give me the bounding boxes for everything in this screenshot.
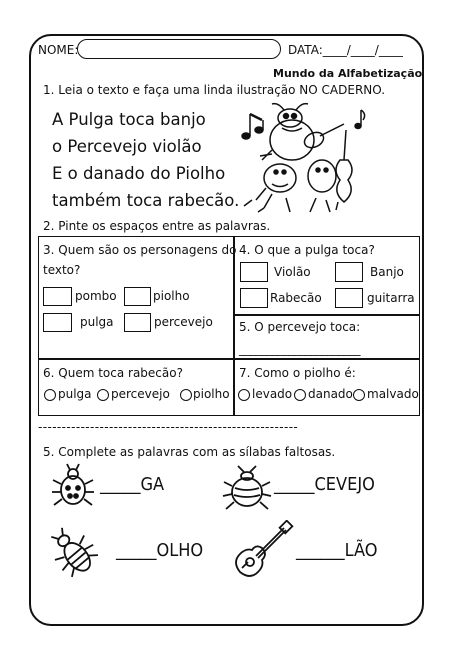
radio-pulga[interactable]: [44, 389, 56, 401]
name-field[interactable]: [77, 39, 281, 59]
checkbox-guitarra[interactable]: [335, 288, 363, 308]
poem-line-3: E o danado do Piolho: [52, 164, 226, 183]
syllable-item-1[interactable]: _____GA: [100, 474, 165, 495]
option-piolho: piolho: [153, 289, 190, 303]
poem: [52, 106, 239, 214]
louse-icon: [45, 524, 103, 582]
option-percevejo: percevejo: [154, 315, 213, 329]
option-pulga: pulga: [80, 315, 114, 329]
insect-band-illustration: [232, 100, 372, 215]
q7-question: 7. Como o piolho é:: [239, 366, 356, 380]
q5b-instruction: 5. Complete as palavras com as sílabas faltosas.: [43, 445, 336, 459]
checkbox-violao[interactable]: [240, 262, 268, 282]
checkbox-pombo[interactable]: [43, 287, 72, 306]
grid-divider-horizontal: [38, 358, 420, 360]
radio-danado[interactable]: [294, 389, 306, 401]
checkbox-banjo[interactable]: [335, 262, 363, 282]
guitar-icon: [232, 520, 294, 582]
bedbug-icon: [222, 464, 272, 514]
grid-divider-vertical: [233, 236, 235, 416]
flea-icon: [48, 462, 98, 512]
radio-malvado[interactable]: [353, 389, 365, 401]
q5a-question: 5. O percevejo toca:: [239, 320, 361, 334]
poem-line-1: A Pulga toca banjo: [52, 110, 206, 129]
checkbox-percevejo[interactable]: [124, 313, 151, 332]
poem-line-4: também toca rabecão.: [52, 191, 240, 210]
q3-question-line-1: 3. Quem são os personagens do: [43, 243, 237, 257]
option-pombo: pombo: [75, 289, 117, 303]
checkbox-pulga[interactable]: [43, 313, 72, 332]
option-malvado: malvado: [367, 387, 419, 401]
brand-label: Mundo da Alfabetização: [273, 67, 423, 80]
radio-levado[interactable]: [238, 389, 250, 401]
checkbox-piolho[interactable]: [124, 287, 151, 306]
option-q6-piolho: piolho: [193, 387, 230, 401]
radio-percevejo[interactable]: [97, 389, 109, 401]
option-levado: levado: [252, 387, 293, 401]
option-violao: Violão: [274, 265, 311, 279]
syllable-item-4[interactable]: ______LÃO: [296, 540, 378, 561]
q5a-answer-line[interactable]: ______________________: [239, 342, 360, 356]
name-label: NOME:: [38, 43, 79, 57]
option-q6-pulga: pulga: [58, 387, 92, 401]
q3-question-line-2: texto?: [43, 263, 81, 277]
syllable-item-2[interactable]: _____CEVEJO: [274, 474, 375, 495]
option-banjo: Banjo: [370, 265, 404, 279]
poem-line-2: o Percevejo violão: [52, 137, 202, 156]
syllable-item-3[interactable]: _____OLHO: [116, 540, 204, 561]
dashed-divider: -------------------------------------------------------: [38, 420, 299, 434]
option-guitarra: guitarra: [367, 291, 415, 305]
checkbox-rabecao[interactable]: [240, 288, 268, 308]
q6-question: 6. Quem toca rabecão?: [43, 366, 183, 380]
grid-divider-right: [233, 314, 420, 316]
option-danado: danado: [308, 387, 353, 401]
radio-piolho[interactable]: [180, 389, 192, 401]
option-q6-percevejo: percevejo: [111, 387, 170, 401]
q1-instruction: 1. Leia o texto e faça uma linda ilustração NO CADERNO.: [43, 83, 386, 97]
q4-question: 4. O que a pulga toca?: [239, 243, 375, 257]
option-rabecao: Rabecão: [270, 291, 322, 305]
date-field[interactable]: DATA:____/____/____: [288, 43, 403, 57]
q2-instruction: 2. Pinte os espaços entre as palavras.: [43, 219, 271, 233]
